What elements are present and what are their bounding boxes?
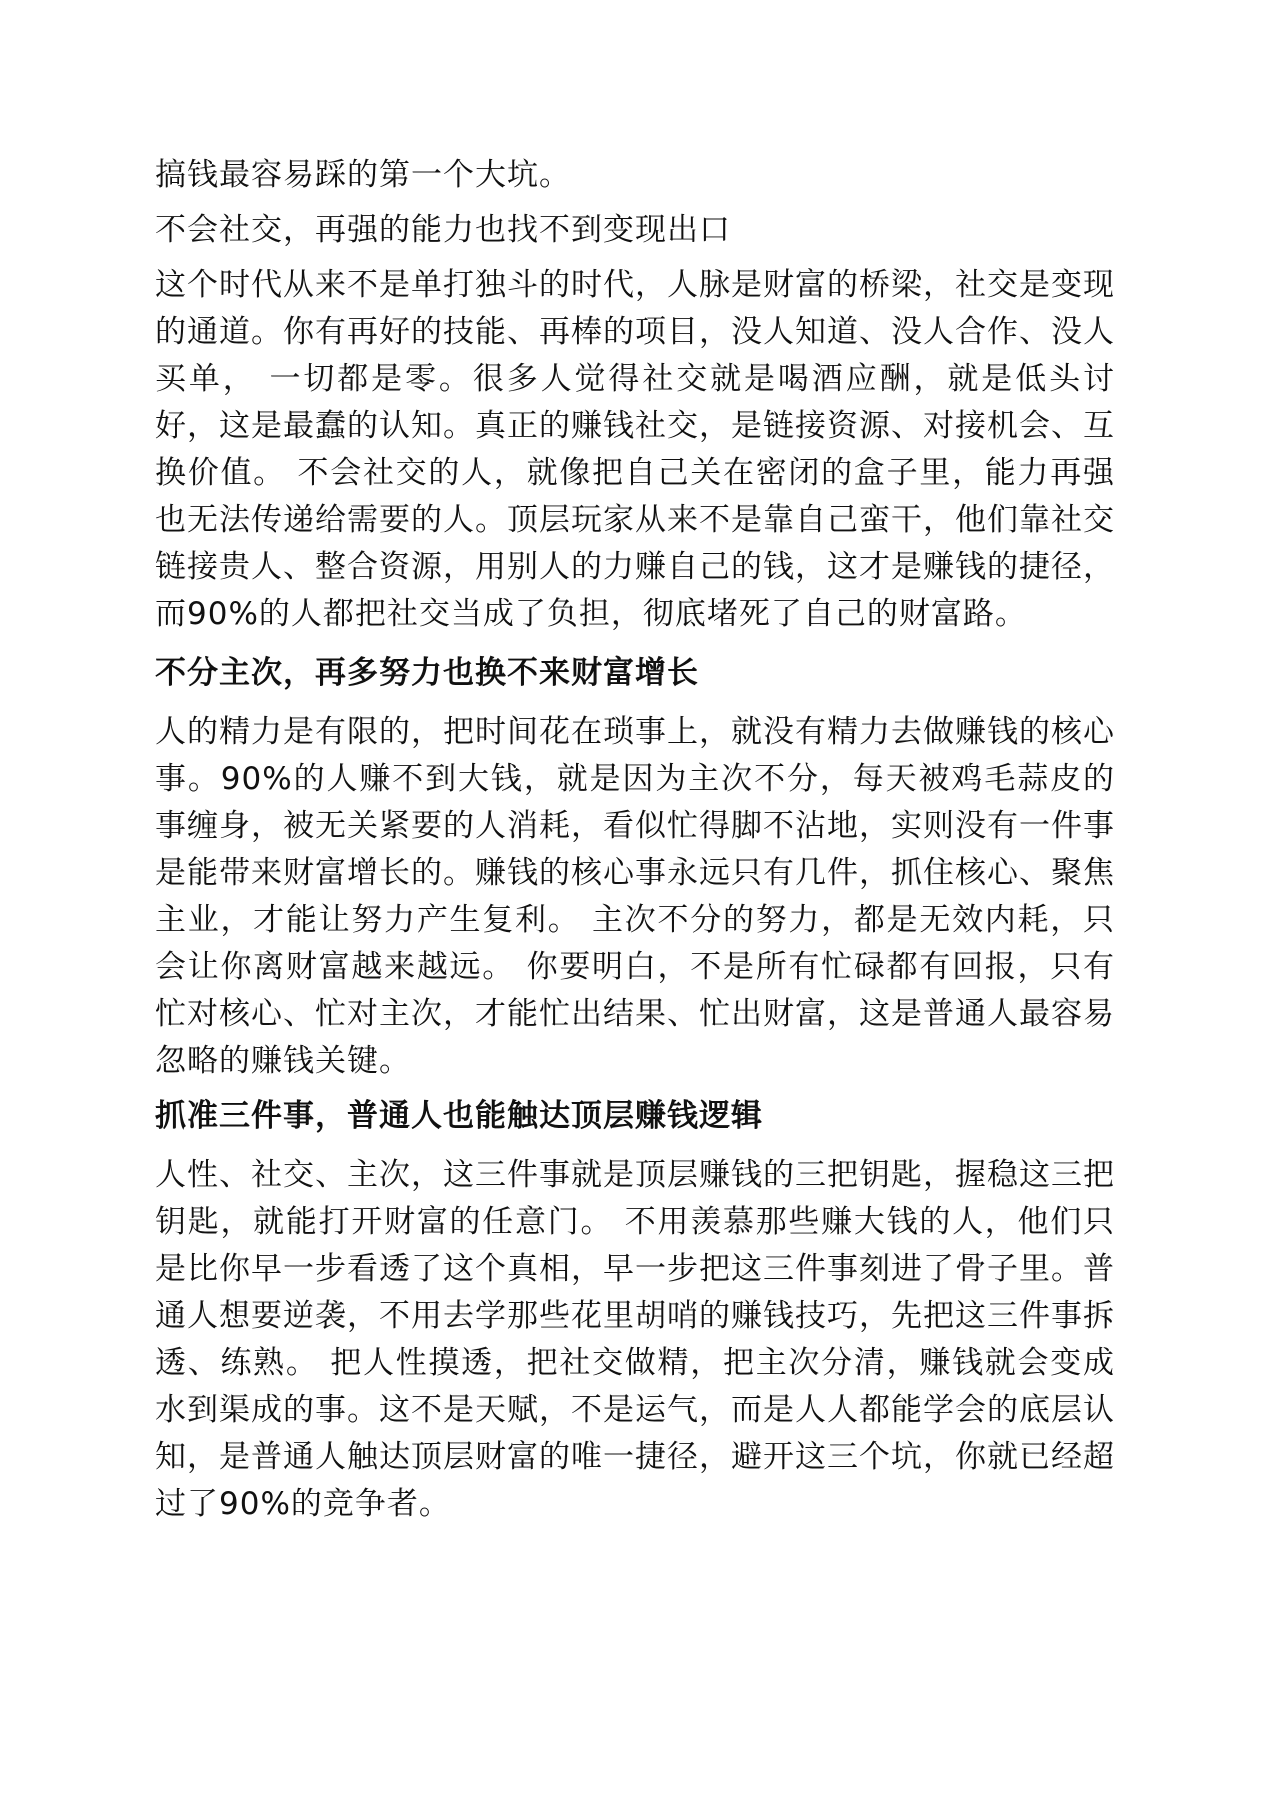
- section-priority-title: 不分主次，再多努力也换不来财富增长: [155, 655, 699, 691]
- document-body: [155, 152, 1115, 1528]
- section-social-title: 不会社交，再强的能力也找不到变现出口: [155, 212, 731, 248]
- intro-line: 搞钱最容易踩的第一个大坑。: [155, 157, 571, 193]
- section-three-title: 抓准三件事，普通人也能触达顶层赚钱逻辑: [155, 1098, 763, 1134]
- section-three-body: 人性、社交、主次，这三件事就是顶层赚钱的三把钥匙，握稳这三把钥匙，就能打开财富的任意门。 不用羡慕那些赚大钱的人，他们只是比你早一步看透了这个真相，早一步把这三件事刻进了骨子里。普通人想要逆袭，不用去学那些花里胡哨的赚钱技巧，先把这三件事拆透、练熟。 把人性摸透，把社交做精，把主次分清，赚钱就会变成水到渠成的事。这不是天赋，不是运气，而是人人都能学会的底层认知，是普通人触达顶层财富的唯一捷径，避开这三个坑，你就已经超过了90%的竞争者。: [155, 1157, 1115, 1522]
- section-priority-body: 人的精力是有限的，把时间花在琐事上，就没有精力去做赚钱的核心事。90%的人赚不到大钱，就是因为主次不分，每天被鸡毛蒜皮的事缠身，被无关紧要的人消耗，看似忙得脚不沾地，实则没有一件事是能带来财富增长的。赚钱的核心事永远只有几件，抓住核心、聚焦主业，才能让努力产生复利。 主次不分的努力，都是无效内耗，只会让你离财富越来越远。 你要明白，不是所有忙碌都有回报，只有忙对核心、忙对主次，才能忙出结果、忙出财富，这是普通人最容易忽略的赚钱关键。: [155, 714, 1115, 1079]
- section-social-body: 这个时代从来不是单打独斗的时代，人脉是财富的桥梁，社交是变现的通道。你有再好的技能、再棒的项目，没人知道、没人合作、没人买单， 一切都是零。很多人觉得社交就是喝酒应酬，就是低头讨好，这是最蠢的认知。真正的赚钱社交，是链接资源、对接机会、互换价值。 不会社交的人，就像把自己关在密闭的盒子里，能力再强也无法传递给需要的人。顶层玩家从来不是靠自己蛮干，他们靠社交链接贵人、整合资源，用别人的力赚自己的钱，这才是赚钱的捷径，而90%的人都把社交当成了负担，彻底堵死了自己的财富路。: [155, 267, 1115, 632]
